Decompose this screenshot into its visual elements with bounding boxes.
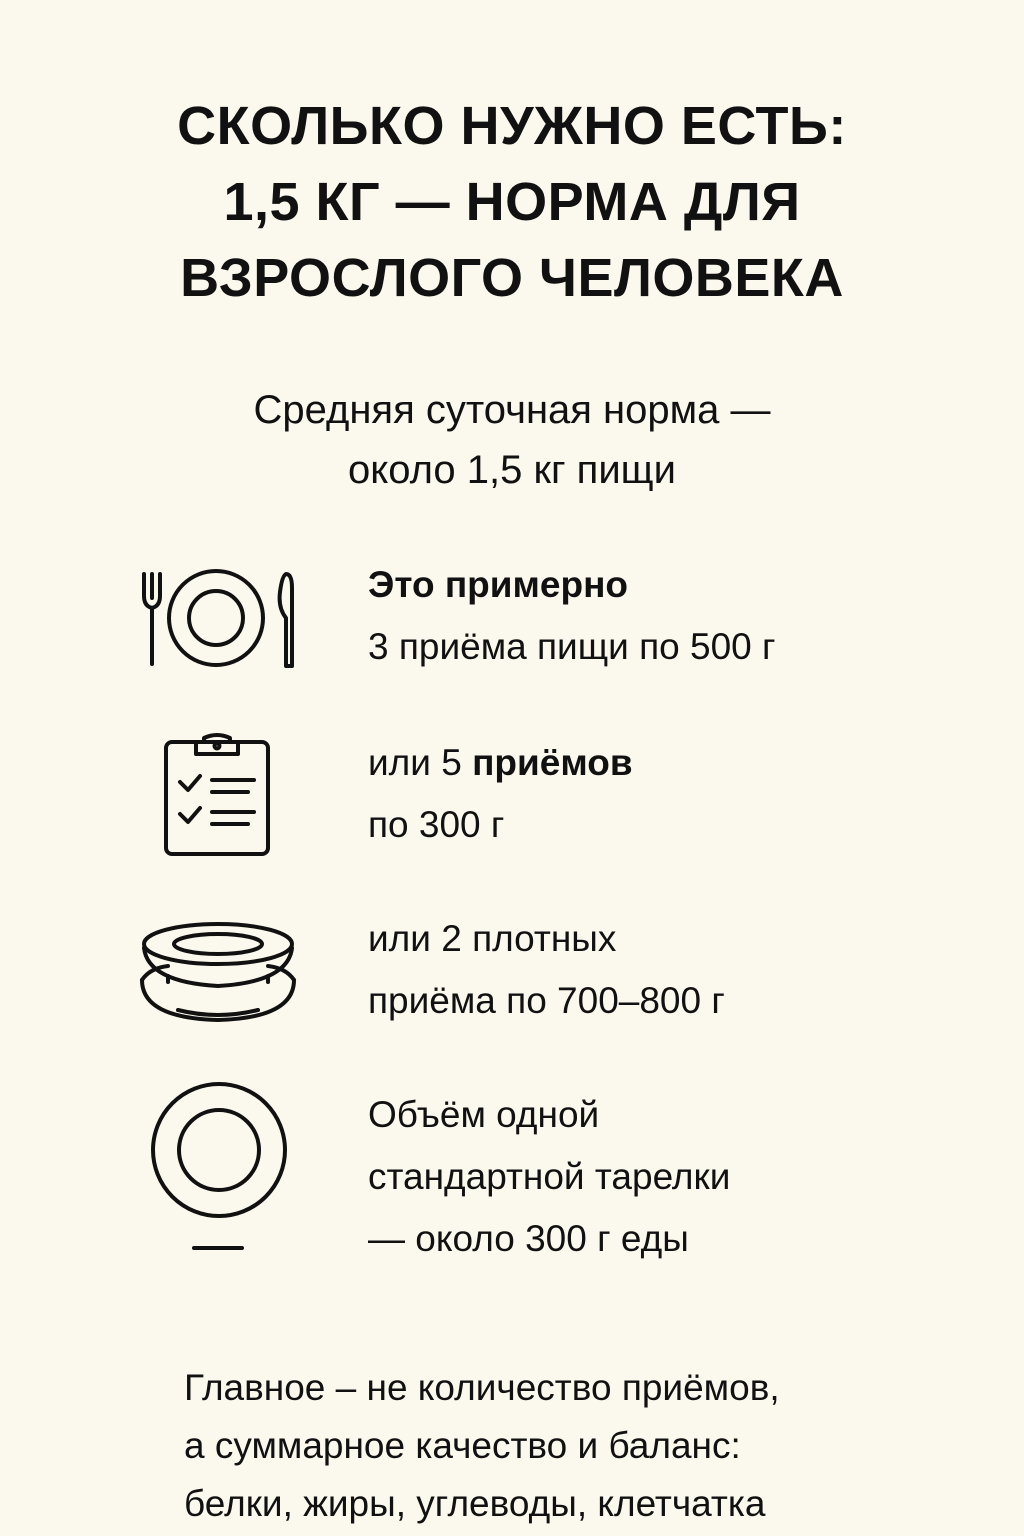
info-line-1: или 5 приёмов (368, 742, 633, 783)
info-line-2: по 300 г (368, 804, 505, 845)
title-line-1: СКОЛЬКО НУЖНО ЕСТЬ: (177, 96, 847, 156)
info-line-3: — около 300 г еды (368, 1218, 689, 1259)
clipboard-checklist-icon (160, 732, 274, 858)
info-line-1: Это примерно (368, 564, 629, 605)
info-text-five-meals (368, 732, 633, 856)
subtitle-line-2: около 1,5 кг пищи (348, 448, 676, 492)
footer-line-3: белки, жиры, углеводы, клетчатка (184, 1483, 766, 1524)
stacked-bowls-icon (138, 920, 298, 1026)
info-line-2: приёма по 700–800 г (368, 980, 725, 1021)
subtitle-line-1: Средняя суточная норма — (253, 388, 771, 432)
footer-note (184, 1359, 780, 1533)
info-line-2: стандартной тарелки (368, 1156, 731, 1197)
info-text-plate-volume (368, 1084, 730, 1270)
info-line-1: Объём одной (368, 1094, 600, 1135)
footer-line-2: а суммарное качество и баланс: (184, 1425, 741, 1466)
title-line-2: 1,5 КГ — НОРМА ДЛЯ (223, 172, 801, 232)
info-line-2: 3 приёма пищи по 500 г (368, 626, 776, 667)
plate-fork-knife-icon (136, 568, 306, 678)
footer-line-1: Главное – не количество приёмов, (184, 1367, 780, 1408)
info-line-1: или 2 плотных (368, 918, 617, 959)
info-text-two-meals (368, 908, 725, 1032)
plate-icon (144, 1080, 294, 1256)
title-line-3: ВЗРОСЛОГО ЧЕЛОВЕКА (180, 248, 844, 308)
page-title (0, 88, 1024, 316)
info-text-three-meals (368, 554, 776, 678)
subtitle (0, 380, 1024, 500)
